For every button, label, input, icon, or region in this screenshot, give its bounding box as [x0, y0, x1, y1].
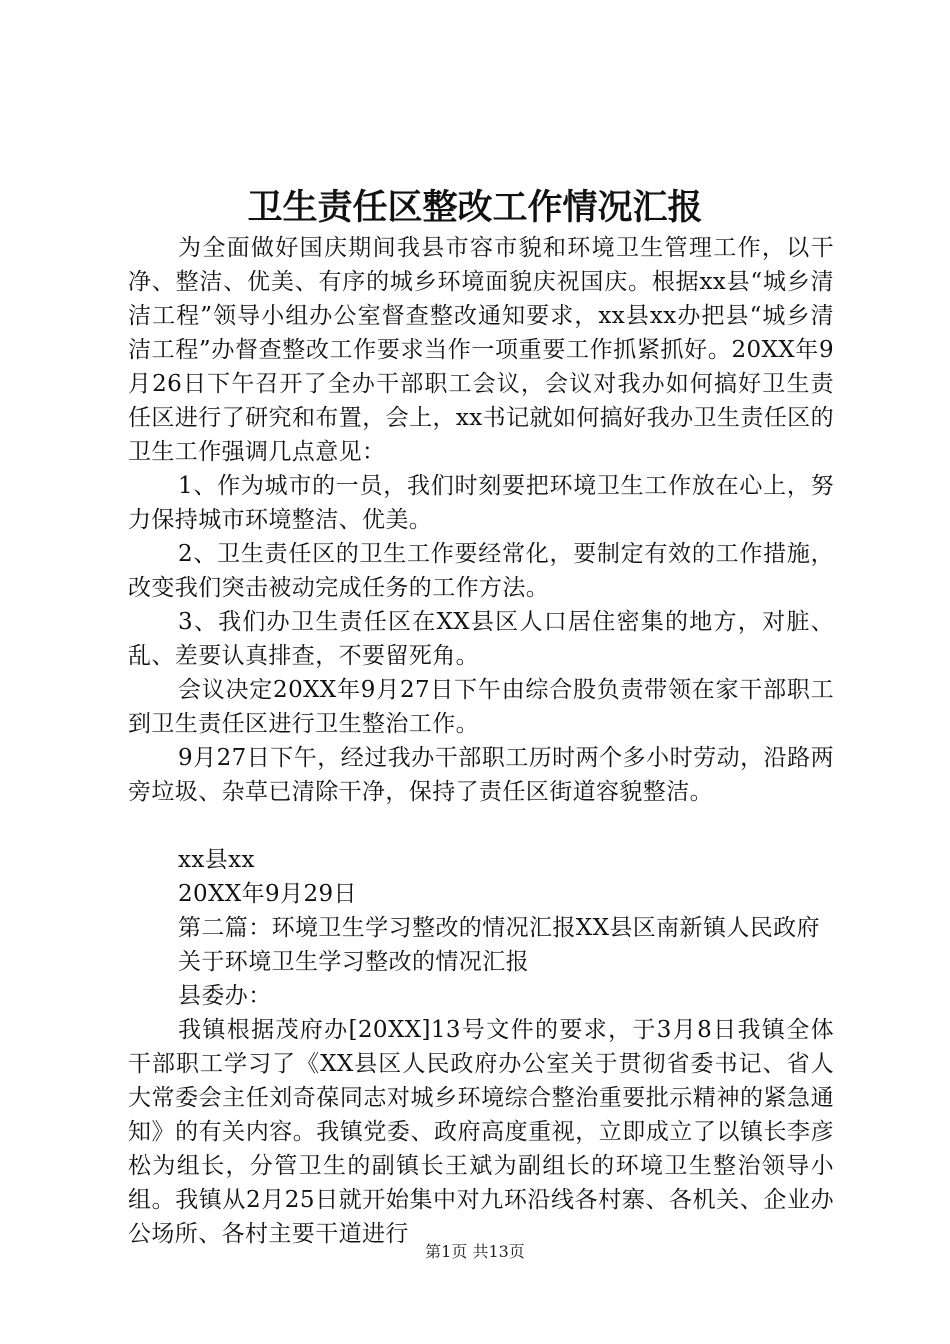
salutation: 县委办：	[178, 983, 272, 1009]
point-2-paragraph: 2、卫生责任区的卫生工作要经常化，要制定有效的工作措施，改变我们突击被动完成任务的工作方法。	[128, 541, 834, 601]
point-1-paragraph: 1、作为城市的一员，我们时刻要把环境卫生工作放在心上，努力保持城市环境整洁、优美。	[128, 473, 834, 533]
date-line: 20XX年9月29日	[178, 881, 357, 907]
document-body	[128, 231, 834, 1251]
second-article-subtitle: 关于环境卫生学习整改的情况汇报	[178, 949, 529, 975]
page-number-footer: 第1页 共13页	[425, 1242, 525, 1261]
document-title: 卫生责任区整改工作情况汇报	[247, 187, 703, 228]
second-article-title: 第二篇：环境卫生学习整改的情况汇报XX县区南新镇人民政府	[178, 915, 820, 941]
decision-paragraph: 会议决定20XX年9月27日下午由综合股负责带领在家干部职工到卫生责任区进行卫生整治工作。	[128, 677, 834, 737]
second-article-paragraph: 我镇根据茂府办[20XX]13号文件的要求，于3月8日我镇全体干部职工学习了《XX县区人民政府办公室关于贯彻省委书记、省人大常委会主任刘奇葆同志对城乡环境综合整治重要批示精神的紧急通知》的有关内容。我镇党委、政府高度重视，立即成立了以镇长李彦松为组长，分管卫生的副镇长王斌为副组长的环境卫生整治领导小组。我镇从2月25日就开始集中对九环沿线各村寨、各机关、企业办公场所、各村主要干道进行	[128, 1017, 834, 1247]
intro-paragraph: 为全面做好国庆期间我县市容市貌和环境卫生管理工作，以干净、整洁、优美、有序的城乡环境面貌庆祝国庆。根据xx县“城乡清洁工程”领导小组办公室督查整改通知要求，xx县xx办把县“城乡清洁工程”办督查整改工作要求当作一项重要工作抓紧抓好。20XX年9月26日下午召开了全办干部职工会议，会议对我办如何搞好卫生责任区进行了研究和布置，会上，xx书记就如何搞好我办卫生责任区的卫生工作强调几点意见：	[128, 235, 834, 465]
signature: xx县xx	[178, 847, 255, 873]
result-paragraph: 9月27日下午，经过我办干部职工历时两个多小时劳动，沿路两旁垃圾、杂草已清除干净，保持了责任区街道容貌整洁。	[128, 745, 834, 805]
blank-line	[128, 809, 834, 843]
point-3-paragraph: 3、我们办卫生责任区在XX县区人口居住密集的地方，对脏、乱、差要认真排查，不要留死角。	[128, 609, 834, 669]
